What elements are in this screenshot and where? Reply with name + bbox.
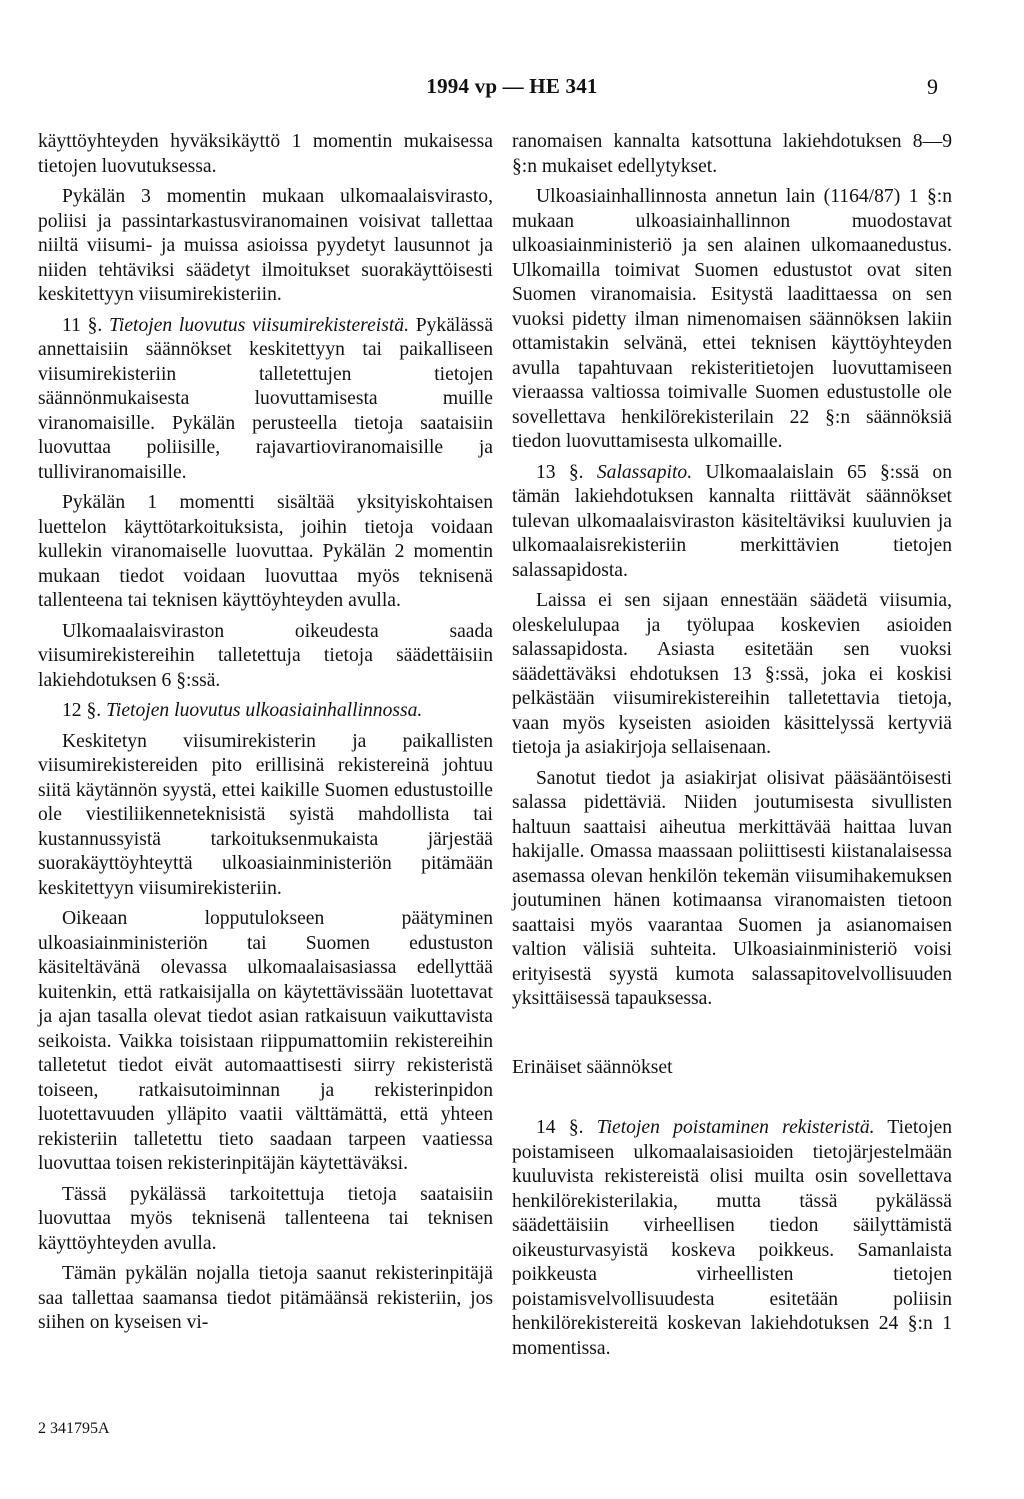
section-number: 12 §. bbox=[62, 700, 102, 721]
paragraph: Ulkoasiainhallinnosta annetun lain (1164/87) 1 §:n mukaan ulkoasiainhallinnon muodostavat ulkoasiainministeriö ja sen alainen ulkomaanedustus. Ulkomailla toimivat Suomen edustustot ovat siten Suomen viranomaisia. Esitystä laadittaessa on sen vuoksi pidetty ilman nimenomaisen säännöksen lakiin ottamistakin selvänä, ettei teknisen käyttöyhteyden avulla tapahtuvaan rekisteritietojen luovuttamiseen vieraassa valtiossa toimivalle Suomen edustustolle ole sovellettava henkilörekisterilain 22 §:n säännöksiä tiedon luovuttamisesta ulkomaille. bbox=[512, 186, 952, 452]
section-13 bbox=[512, 461, 952, 584]
section-text: Ulkomaalaislain 65 §:ssä on tämän lakiehdotuksen kannalta riittävät säännökset tulevan ulkomaalaisviraston käsiteltäviksi kuuluvien ja ulkomaalaisrekisteriin merkittävien tietojen salassapidosta. bbox=[512, 461, 952, 581]
paragraph: Pykälän 3 momentin mukaan ulkomaalaisvirasto, poliisi ja passintarkastusviranomainen voisivat tallettaa niiltä viisumi- ja muissa asioissa pyydetyt lausunnot ja niiden tehtäviksi säädetyt ilmoitukset suorakäyttöisesti keskitettyyn viisumirekisteriin. bbox=[38, 186, 493, 305]
section-title: Salassapito. bbox=[596, 461, 693, 483]
section-title: Tietojen poistaminen rekisteristä. bbox=[596, 1117, 875, 1138]
section-title: Tietojen luovutus viisumirekistereistä. bbox=[109, 314, 409, 336]
paragraph: Ulkomaalaisviraston oikeudesta saada viisumirekistereihin talletettuja tietoja säädettäisiin lakiehdotuksen 6 §:ssä. bbox=[38, 620, 493, 691]
section-12 bbox=[38, 699, 493, 724]
section-text: Pykälässä annettaisiin säännökset keskitettyyn tai paikalliseen viisumirekisteriin talletettujen tietojen säännönmukaisesta luovuttamisesta muille viranomaisille. Pykälän perusteella tietoja saataisiin luovuttaa poliisille, rajavartioviranomaisille ja tulliviranomaisille. bbox=[38, 314, 494, 483]
document-code: 2 341795A bbox=[38, 1420, 110, 1437]
page-number: 9 bbox=[927, 74, 938, 99]
paragraph: Tämän pykälän nojalla tietoja saanut rekisterinpitäjä saa tallettaa saamansa tiedot pitämäänsä rekisteriin, jos siihen on kyseisen vi- bbox=[38, 1263, 493, 1333]
paragraph: Pykälän 1 momentti sisältää yksityiskohtaisen luettelon käyttötarkoituksista, joihin tietoja voidaan kullekin viranomaiselle luovuttaa. Pykälän 2 momentin mukaan tiedot voidaan luovuttaa myös teknisenä tallenteena tai teknisen käyttöyhteyden avulla. bbox=[38, 492, 493, 611]
subheading: Erinäiset säännökset bbox=[512, 1056, 673, 1078]
right-column bbox=[512, 130, 952, 1367]
paragraph: käyttöyhteyden hyväksikäyttö 1 momentin mukaisessa tietojen luovutuksessa. bbox=[38, 131, 493, 177]
section-number: 13 §. bbox=[536, 461, 584, 483]
paragraph: Oikeaan lopputulokseen päätyminen ulkoasiainministeriön tai Suomen edustuston käsiteltävänä olevassa ulkomaalaisasiassa edellyttää kuitenkin, että ratkaisijalla on käytettävissään luotettavat ja ajan tasalla olevat tiedot asian ratkaisuun vaikuttavista seikoista. Vaikka toisistaan riippumattomiin rekistereihin talletetut tiedot eivät automaattisesti siirry rekisteristä toiseen, ratkaisutoiminnan ja rekisterinpidon luotettavuuden ylläpito vaatii välttämättä, että yhteen rekisteriin talletettu tieto saadaan tarpeen vaatiessa luovuttaa toisen rekisterinpitäjän käytettäväksi. bbox=[38, 908, 493, 1174]
page-header bbox=[0, 74, 1024, 104]
section-number: 14 §. bbox=[536, 1117, 584, 1138]
document-title: 1994 vp — HE 341 bbox=[426, 74, 598, 98]
left-column bbox=[38, 130, 493, 1342]
paragraph: Laissa ei sen sijaan ennestään säädetä viisumia, oleskelulupaa ja työlupaa koskevien asioiden salassapidosta. Asiasta esitetään sen vuoksi säädettäväksi ehdotuksen 13 §:ssä, joka ei koskisi pelkästään viisumirekistereihin talletettavia tietoja, vaan myös kyseisten asioiden käsittelyssä kertyviä tietoja ja asiakirjoja sellaisenaan. bbox=[512, 590, 952, 758]
section-text: Tietojen poistamiseen ulkomaalaisasioiden tietojärjestelmään kuuluvista rekistereistä olisi muilta osin sovellettava henkilörekisterilakia, mutta tässä pykälässä säädettäisiin virheellisen tiedon säilyttämistä oikeusturvasyistä koskeva poikkeus. Samanlaista poikkeusta virheellisten tietojen poistamisvelvollisuudesta esitetään poliisin henkilörekistereitä koskevan lakiehdotuksen 24 §:n 1 momentissa. bbox=[512, 1117, 953, 1359]
paragraph: Keskitetyn viisumirekisterin ja paikallisten viisumirekistereiden pito erillisinä rekistereinä johtuu siitä käytännön syystä, ettei kaikille Suomen edustustoille ole viestiliikenneteknisistä syistä mahdollista tai kustannussyistä tarkoituksenmukaista järjestää suorakäyttöyhteyttä ulkoasiainministeriön pitämään keskitettyyn viisumirekisteriin. bbox=[38, 730, 493, 899]
paragraph: ranomaisen kannalta katsottuna lakiehdotuksen 8—9 §:n mukaiset edellytykset. bbox=[512, 131, 952, 177]
section-14 bbox=[512, 1116, 952, 1361]
section-title: Tietojen luovutus ulkoasiainhallinnossa. bbox=[106, 700, 423, 721]
paragraph: Sanotut tiedot ja asiakirjat olisivat pääsääntöisesti salassa pidettäviä. Niiden joutumisesta sivullisten haltuun saattaisi aiheutua merkittävää haittaa luvan hakijalle. Omassa maassaan poliittisesti kiistanalaisessa asemassa olevan henkilön tekemän viisumihakemuksen joutuminen hänen kotimaansa viranomaisten tietoon saattaisi myös vaarantaa Suomen ja asianomaisen valtion välisiä suhteita. Ulkoasiainministeriö voisi erityisestä syystä kumota salassapitovelvollisuuden yksittäisessä tapauksessa. bbox=[512, 767, 952, 1009]
section-11 bbox=[38, 314, 493, 486]
section-number: 11 §. bbox=[62, 314, 103, 336]
paragraph: Tässä pykälässä tarkoitettuja tietoja saataisiin luovuttaa myös teknisenä tallenteena tai teknisen käyttöyhteyden avulla. bbox=[38, 1183, 493, 1254]
